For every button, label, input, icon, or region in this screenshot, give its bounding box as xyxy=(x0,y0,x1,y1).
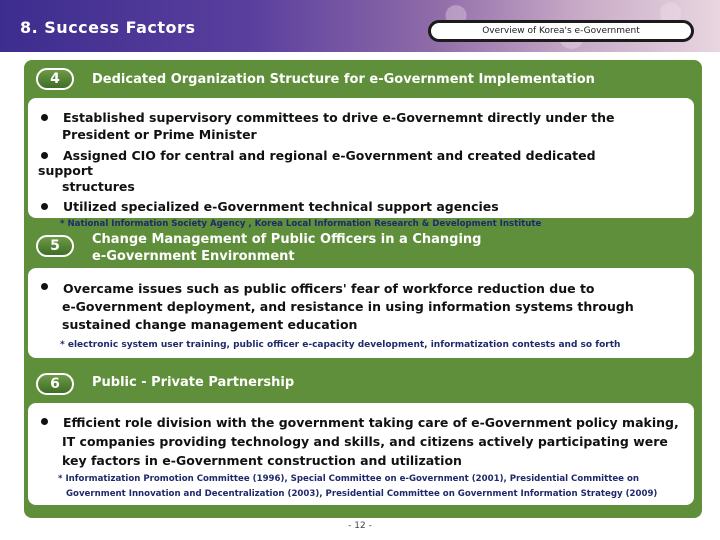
bullet-text: Assigned CIO for central and regional e-Government and created dedicated xyxy=(63,148,596,163)
bullet-icon xyxy=(41,418,48,425)
bullet-icon xyxy=(41,203,48,210)
bullet-text: Utilized specialized e-Government technical support agencies xyxy=(63,199,499,214)
footnote: Government Innovation and Decentralization (2003), Presidential Committee on Government Information Strategy (2009) xyxy=(66,489,658,499)
section-heading: e-Government Environment xyxy=(92,249,295,264)
footnote: * National Information Society Agency , Korea Local Information Research & Development Institute xyxy=(60,219,542,229)
footnote: * electronic system user training, public officer e-capacity development, informatization contests and so forth xyxy=(60,340,621,350)
header-bar xyxy=(0,0,720,52)
bullet-text: Established supervisory committees to drive e-Governemnt directly under the xyxy=(63,110,615,125)
bullet-text: Efficient role division with the government taking care of e-Government policy making, xyxy=(63,415,679,430)
bullet-text: Overcame issues such as public officers' fear of workforce reduction due to xyxy=(63,281,595,296)
bullet-text: structures xyxy=(62,179,135,194)
footnote: * Informatization Promotion Committee (1996), Special Committee on e-Government (2001), Presidential Committee on xyxy=(58,474,640,484)
bullet-text: IT companies providing technology and skills, and citizens actively participating were xyxy=(62,434,668,449)
bullet-icon xyxy=(41,114,48,121)
section-number-badge: 6 xyxy=(36,373,74,395)
section-heading: Dedicated Organization Structure for e-Government Implementation xyxy=(92,72,595,87)
bullet-text: key factors in e-Government construction and utilization xyxy=(62,453,462,468)
page-number: - 12 - xyxy=(348,521,372,531)
page-title: 8. Success Factors xyxy=(20,18,196,37)
section-number-badge: 4 xyxy=(36,68,74,90)
bullet-text: sustained change management education xyxy=(62,317,358,332)
bullet-text: e-Government deployment, and resistance in using information systems through xyxy=(62,299,634,314)
section-number-badge: 5 xyxy=(36,235,74,257)
section-subtitle: Overview of Korea's e-Government xyxy=(428,20,694,42)
bullet-text: President or Prime Minister xyxy=(62,127,257,142)
bullet-text: support xyxy=(38,163,93,178)
bullet-icon xyxy=(41,152,48,159)
bullet-icon xyxy=(41,283,48,290)
section-heading: Public - Private Partnership xyxy=(92,375,295,390)
section-heading: Change Management of Public Officers in a Changing xyxy=(92,232,482,247)
